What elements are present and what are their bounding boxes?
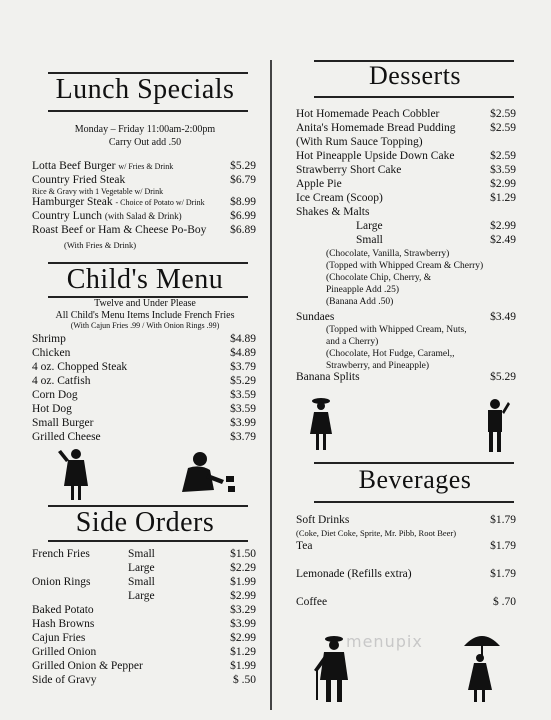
list-item: Corn Dog — [32, 389, 78, 401]
list-item — [32, 210, 182, 222]
woman-umbrella-silhouette-icon — [462, 630, 502, 704]
lunch-carry-out: Carry Out add .50 — [108, 137, 182, 148]
item-price: $2.59 — [490, 108, 516, 120]
item-price: $1.29 — [230, 646, 256, 658]
list-item: Sundaes — [296, 311, 335, 323]
sides-bottom-rule — [48, 540, 248, 542]
list-item: Grilled Onion — [32, 646, 97, 658]
desserts-bottom-rule — [314, 96, 514, 98]
list-item: Lemonade (Refills extra) — [296, 568, 412, 580]
list-item: Roast Beef or Ham & Cheese Po-Boy — [32, 224, 207, 236]
item-note: (Chocolate, Hot Fudge, Caramel,, — [326, 349, 455, 359]
list-item: Side of Gravy — [32, 674, 97, 686]
list-item: Apple Pie — [296, 178, 342, 190]
item-price: $4.89 — [230, 333, 256, 345]
item-price: $3.99 — [230, 417, 256, 429]
child-line1: Twelve and Under Please — [94, 298, 196, 309]
item-price: $2.99 — [490, 220, 516, 232]
desserts-title: Desserts — [368, 61, 462, 90]
list-item: Ice Cream (Scoop) — [296, 192, 383, 204]
item-note: (With Rum Sauce Topping) — [296, 136, 423, 148]
item-note: (Coke, Diet Coke, Sprite, Mr. Pibb, Root Beer) — [296, 528, 457, 538]
item-price: $ .50 — [233, 674, 256, 686]
beverages-top-rule — [314, 462, 514, 464]
item-price: $2.99 — [490, 178, 516, 190]
beverages-title: Beverages — [358, 465, 472, 494]
child-playing-silhouette-icon — [178, 450, 242, 498]
list-item: Hot Homemade Peach Cobbler — [296, 108, 440, 120]
man-silhouette-icon — [482, 398, 510, 454]
item-note: Pineapple Add .25) — [326, 285, 400, 295]
item-size: Large — [128, 590, 155, 602]
item-price: $3.59 — [230, 403, 256, 415]
watermark: menupix — [346, 632, 423, 651]
list-item: Chicken — [32, 347, 71, 359]
item-price: $1.79 — [490, 540, 516, 552]
item-price: $4.89 — [230, 347, 256, 359]
list-item — [32, 196, 205, 208]
list-item: 4 oz. Catfish — [32, 375, 91, 387]
list-item: Shakes & Malts — [296, 206, 370, 218]
item-note: (With Fries & Drink) — [64, 240, 137, 250]
item-price: $2.49 — [490, 234, 516, 246]
shake-size: Small — [356, 234, 383, 246]
item-note: (Topped with Whipped Cream, Nuts, — [326, 325, 467, 335]
beverages-bottom-rule — [314, 501, 514, 503]
item-size: Large — [128, 562, 155, 574]
list-item — [32, 160, 173, 172]
item-price: $1.99 — [230, 576, 256, 588]
child-line2: All Child's Menu Items Include French Fries — [55, 310, 235, 321]
lunch-bottom-rule — [48, 110, 248, 112]
item-price: $8.99 — [230, 196, 256, 208]
item-price: $5.29 — [230, 160, 256, 172]
item-price: $3.59 — [490, 164, 516, 176]
item-price: $1.79 — [490, 514, 516, 526]
child-line3: (With Cajun Fries .99 / With Onion Rings .99) — [70, 321, 220, 330]
item-note: (Chocolate, Vanilla, Strawberry) — [326, 249, 450, 259]
item-price: $3.79 — [230, 361, 256, 373]
item-note: - Choice of Potato w/ Drink — [115, 198, 205, 207]
item-price: $2.99 — [230, 632, 256, 644]
item-price: $1.50 — [230, 548, 256, 560]
item-name: Country Lunch — [32, 210, 102, 222]
item-price: $2.59 — [490, 150, 516, 162]
list-item: Anita's Homemade Bread Pudding — [296, 122, 456, 134]
list-item: Banana Splits — [296, 371, 360, 383]
item-note: and a Cherry) — [326, 337, 379, 347]
item-price: $3.79 — [230, 431, 256, 443]
list-item: Cajun Fries — [32, 632, 86, 644]
item-name: Country Fried Steak — [32, 174, 126, 186]
list-item: French Fries — [32, 548, 90, 560]
item-price: $6.79 — [230, 174, 256, 186]
item-price: $3.49 — [490, 311, 516, 323]
lunch-title: Lunch Specials — [55, 74, 235, 105]
item-price: $2.99 — [230, 590, 256, 602]
sides-title: Side Orders — [75, 507, 215, 538]
list-item: Onion Rings — [32, 576, 91, 588]
item-name: Hamburger Steak — [32, 196, 113, 208]
list-item: Hot Pineapple Upside Down Cake — [296, 150, 455, 162]
item-price: $3.59 — [230, 389, 256, 401]
item-price: $5.29 — [490, 371, 516, 383]
list-item: Grilled Cheese — [32, 431, 101, 443]
item-note: (Chocolate Chip, Cherry, & — [326, 273, 432, 283]
list-item: Baked Potato — [32, 604, 94, 616]
girl-silhouette-icon — [58, 446, 94, 502]
column-divider — [270, 60, 272, 710]
item-note: (Topped with Whipped Cream & Cherry) — [326, 261, 484, 271]
woman-hat-silhouette-icon — [306, 396, 336, 452]
item-price: $1.79 — [490, 568, 516, 580]
item-note: Rice & Gravy with 1 Vegetable w/ Drink — [32, 187, 164, 196]
item-price: $2.29 — [230, 562, 256, 574]
item-price: $1.29 — [490, 192, 516, 204]
item-price: $3.99 — [230, 618, 256, 630]
item-price: $5.29 — [230, 375, 256, 387]
lunch-hours: Monday – Friday 11:00am-2:00pm — [74, 124, 216, 135]
item-price: $ .70 — [493, 596, 516, 608]
list-item: Shrimp — [32, 333, 66, 345]
list-item: Hot Dog — [32, 403, 72, 415]
item-name: Lotta Beef Burger — [32, 160, 116, 172]
list-item: Tea — [296, 540, 313, 552]
shake-size: Large — [356, 220, 383, 232]
item-size: Small — [128, 548, 155, 560]
item-price: $3.29 — [230, 604, 256, 616]
item-note: (Banana Add .50) — [326, 297, 394, 307]
item-note: w/ Fries & Drink — [118, 162, 174, 171]
item-price: $6.89 — [230, 224, 256, 236]
list-item: Grilled Onion & Pepper — [32, 660, 143, 672]
list-item: Soft Drinks — [296, 514, 350, 526]
child-title: Child's Menu — [66, 264, 224, 295]
item-price: $1.99 — [230, 660, 256, 672]
list-item: Coffee — [296, 596, 328, 608]
item-note: Strawberry, and Pineapple) — [326, 361, 430, 371]
item-note: (with Salad & Drink) — [104, 211, 182, 221]
list-item — [32, 174, 125, 186]
list-item: Small Burger — [32, 417, 94, 429]
list-item: 4 oz. Chopped Steak — [32, 361, 128, 373]
list-item: Strawberry Short Cake — [296, 164, 402, 176]
list-item: Hash Browns — [32, 618, 95, 630]
item-price: $6.99 — [230, 210, 256, 222]
item-price: $2.59 — [490, 122, 516, 134]
item-size: Small — [128, 576, 155, 588]
